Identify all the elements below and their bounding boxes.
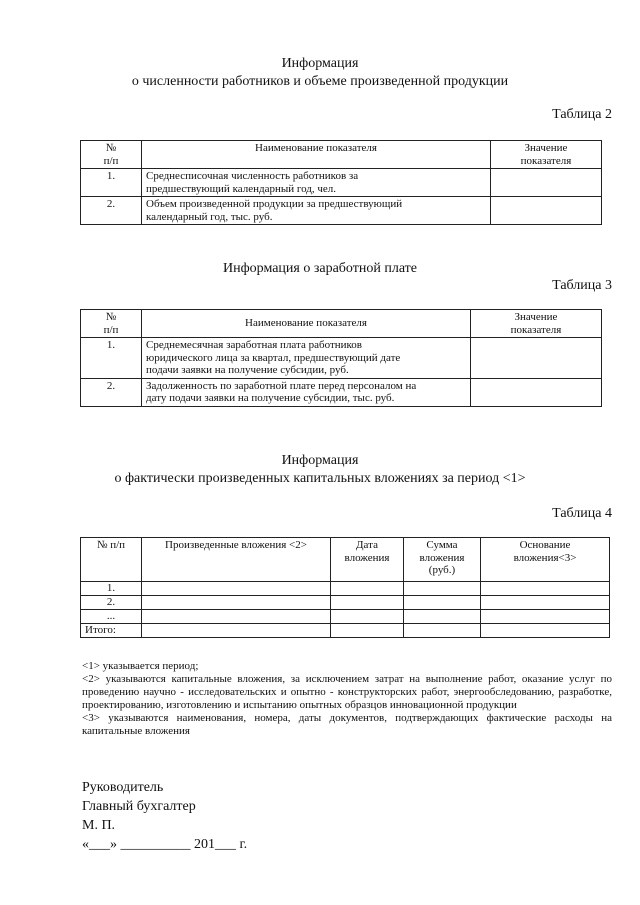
signature-head: Руководитель — [82, 780, 164, 795]
header-value: Значение показателя — [491, 141, 602, 169]
row-name: Среднесписочная численность работников за предшествующий календарный год, чел. — [142, 169, 491, 197]
table-header-row — [81, 538, 610, 582]
row-value[interactable] — [471, 378, 602, 406]
row-investments[interactable] — [142, 610, 331, 624]
table4-label: Таблица 4 — [552, 506, 612, 521]
row-date[interactable] — [331, 596, 404, 610]
row-investments[interactable] — [142, 582, 331, 596]
row-total-label: Итого: — [81, 624, 142, 638]
row-basis[interactable] — [481, 610, 610, 624]
footnotes — [82, 660, 612, 738]
row-value[interactable] — [491, 169, 602, 197]
row-sum[interactable] — [404, 582, 481, 596]
row-name: Задолженность по заработной плате перед персоналом на дату подачи заявки на получение субсидии, тыс. руб. — [142, 378, 471, 406]
row-basis[interactable] — [481, 596, 610, 610]
row-num: 2. — [81, 197, 142, 225]
footnote-3: <3> указываются наименования, номера, даты документов, подтверждающих фактические расходы на капитальные вложения — [82, 712, 612, 737]
footnote-2: <2> указываются капитальные вложения, за исключением затрат на выполнение работ, оказание услуг по проведению научно - исследовательских и опытно - конструкторских работ, энергообследованию, разработке, проектированию, изготовлению и испытанию опытных образцов инновационной продукции — [82, 673, 612, 711]
table-row — [81, 378, 602, 406]
section2-title: Информация о заработной плате — [222, 261, 418, 276]
table-row — [81, 338, 602, 379]
header-investments: Произведенные вложения <2> — [142, 538, 331, 582]
header-num: № п/п — [81, 538, 142, 582]
header-num: № п/п — [81, 141, 142, 169]
row-investments[interactable] — [142, 624, 331, 638]
section1-title-line1: Информация — [281, 56, 359, 71]
section1-title-line2: о численности работников и объеме произведенной продукции — [131, 74, 509, 89]
footnote-1: <1> указывается период; — [82, 660, 199, 672]
section3-title-line1: Информация — [281, 453, 359, 468]
table-row — [81, 582, 610, 596]
row-num: 1. — [81, 169, 142, 197]
row-name: Среднемесячная заработная плата работников юридического лица за квартал, предшествующий дате подачи заявки на получение субсидии, руб. — [142, 338, 471, 379]
row-basis[interactable] — [481, 582, 610, 596]
table-total-row — [81, 624, 610, 638]
table-row — [81, 610, 610, 624]
header-date: Дата вложения — [331, 538, 404, 582]
row-num: ... — [81, 610, 142, 624]
row-date[interactable] — [331, 610, 404, 624]
table-3 — [80, 309, 602, 407]
table2-label: Таблица 2 — [552, 107, 612, 122]
row-sum[interactable] — [404, 596, 481, 610]
table-row — [81, 169, 602, 197]
row-date[interactable] — [331, 624, 404, 638]
signature-date-line: «___» __________ 201___ г. — [82, 837, 248, 852]
table-4 — [80, 537, 610, 638]
table-row — [81, 197, 602, 225]
table-row — [81, 596, 610, 610]
table-header-row — [81, 310, 602, 338]
header-num: № п/п — [81, 310, 142, 338]
signature-seal: М. П. — [82, 818, 116, 833]
row-num: 2. — [81, 596, 142, 610]
header-name: Наименование показателя — [142, 310, 471, 338]
row-date[interactable] — [331, 582, 404, 596]
row-name: Объем произведенной продукции за предшествующий календарный год, тыс. руб. — [142, 197, 491, 225]
table3-label: Таблица 3 — [552, 278, 612, 293]
header-name: Наименование показателя — [142, 141, 491, 169]
row-num: 1. — [81, 338, 142, 379]
signature-accountant: Главный бухгалтер — [82, 799, 196, 814]
row-sum[interactable] — [404, 610, 481, 624]
header-sum: Сумма вложения (руб.) — [404, 538, 481, 582]
row-num: 1. — [81, 582, 142, 596]
row-investments[interactable] — [142, 596, 331, 610]
row-value[interactable] — [491, 197, 602, 225]
row-num: 2. — [81, 378, 142, 406]
row-basis[interactable] — [481, 624, 610, 638]
row-sum[interactable] — [404, 624, 481, 638]
section3-title-line2: о фактически произведенных капитальных вложениях за период <1> — [114, 471, 526, 486]
signature-block — [82, 778, 247, 854]
row-value[interactable] — [471, 338, 602, 379]
header-value: Значение показателя — [471, 310, 602, 338]
header-basis: Основание вложения<3> — [481, 538, 610, 582]
table-header-row — [81, 141, 602, 169]
table-2 — [80, 140, 602, 225]
